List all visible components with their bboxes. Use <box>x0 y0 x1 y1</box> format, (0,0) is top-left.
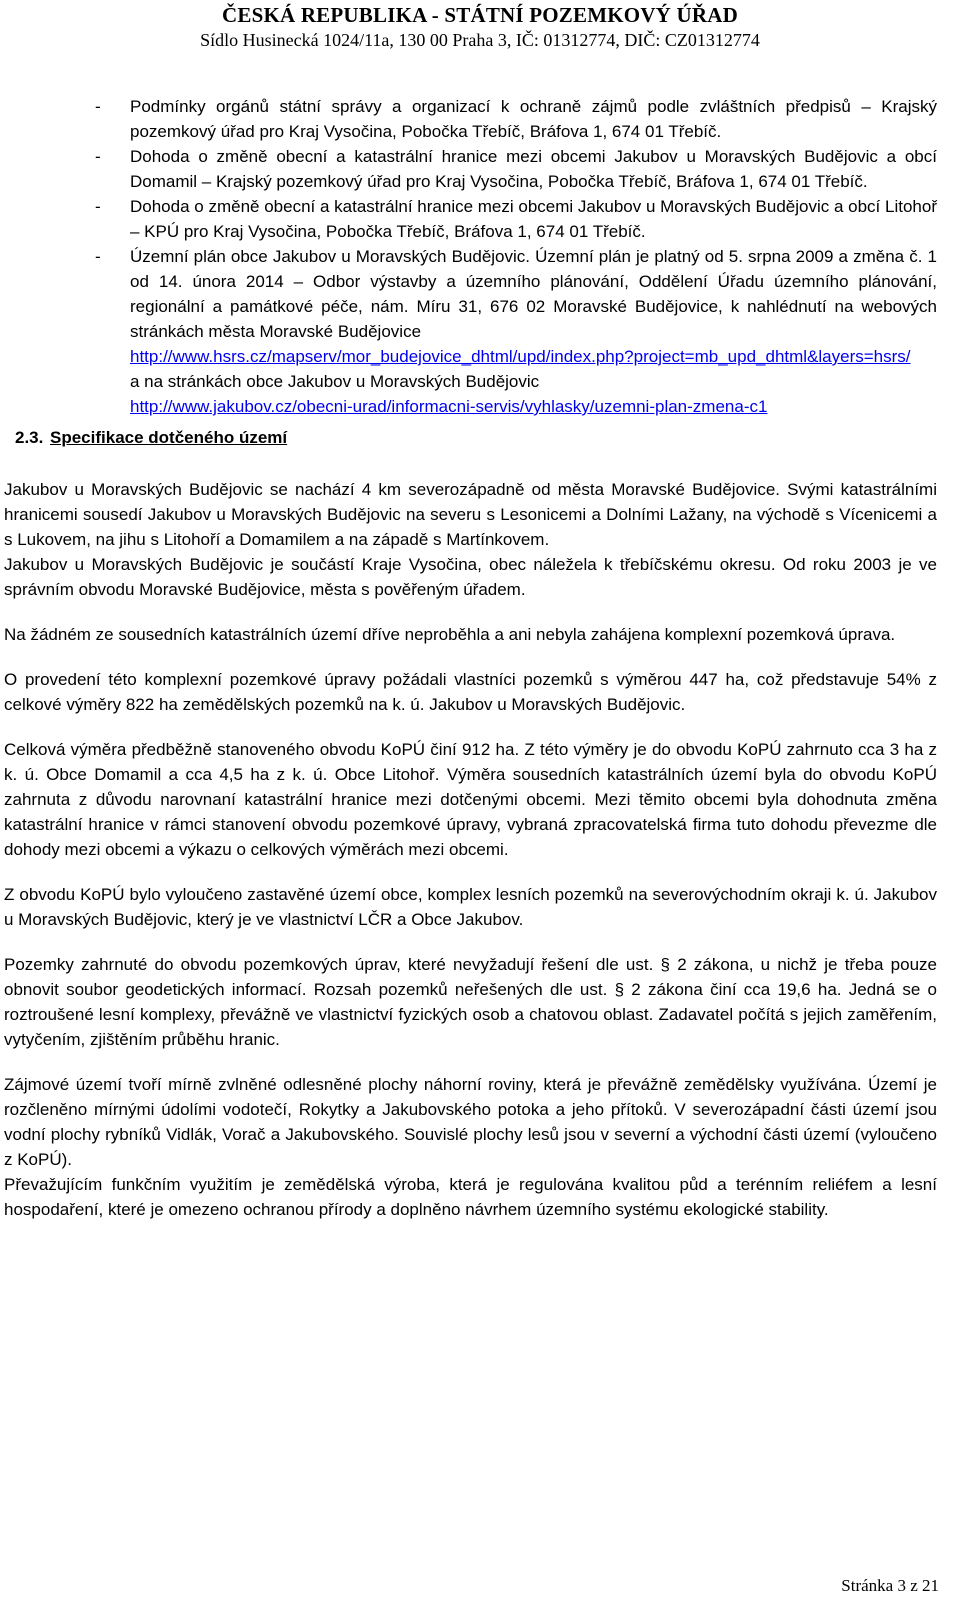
list-item <box>95 244 937 419</box>
paragraph: Z obvodu KoPÚ bylo vyloučeno zastavěné území obce, komplex lesních pozemků na severovýchodním okraji k. ú. Jakubov u Moravských Budějovic, který je ve vlastnictví LČR a Obce Jakubov. <box>4 885 937 929</box>
link-upd-mapserv[interactable]: http://www.hsrs.cz/mapserv/mor_budejovice_dhtml/upd/index.php?project=mb_upd_dhtml&layers=hsrs/ <box>130 347 911 366</box>
paragraph: Jakubov u Moravských Budějovic se nachází 4 km severozápadně od města Moravské Budějovice. Svými katastrálními hranicemi sousedí Jakubov u Moravských Budějovic na severu s Lesonicemi a Dolními Lažany, na východě s Vícenicemi a s Lukovem, na jihu s Litohoří a Domamilem a na západě s Martínkovem. <box>4 480 937 549</box>
link-jakubov-plan[interactable]: http://www.jakubov.cz/obecni-urad/informacni-servis/vyhlasky/uzemni-plan-zmena-c1 <box>130 397 768 416</box>
bullet-dash: - <box>95 97 101 116</box>
bullet-dash: - <box>95 197 101 216</box>
header-title: ČESKÁ REPUBLIKA - STÁTNÍ POZEMKOVÝ ÚŘAD <box>222 3 738 27</box>
page-number: Stránka 3 z 21 <box>841 1576 939 1595</box>
paragraph: O provedení této komplexní pozemkové úpravy požádali vlastníci pozemků s výměrou 447 ha, což představuje 54% z celkové výměry 822 ha zemědělských pozemků na k. ú. Jakubov u Moravských Budějovic. <box>4 670 937 714</box>
document-body <box>4 94 937 1222</box>
paragraph: Pozemky zahrnuté do obvodu pozemkových úprav, které nevyžadují řešení dle ust. § 2 zákona, u nichž je třeba pouze obnovit soubor geodetických informací. Rozsah pozemků neřešených dle ust. § 2 zákona činí cca 19,6 ha. Jedná se o roztroušené lesní komplexy, převážně ve vlastnictví fyzických osob a chatovou oblast. Zadavatel počítá s jejich zaměřením, vytyčením, zjištěním průběhu hranic. <box>4 955 937 1049</box>
list-item-content <box>130 244 937 419</box>
paragraph: Převažujícím funkčním využitím je zemědělská výroba, která je regulována kvalitou půd a terénním reliéfem a lesní hospodaření, které je omezeno ochranou přírody a doplněno návrhem územního systému ekologické stability. <box>4 1175 937 1219</box>
list-item-text-2: a na stránkách obce Jakubov u Moravských Budějovic <box>130 372 540 391</box>
bullet-dash: - <box>95 247 101 266</box>
bullet-dash: - <box>95 147 101 166</box>
paragraph: Na žádném ze sousedních katastrálních území dříve neproběhla a ani nebyla zahájena komplexní pozemková úprava. <box>4 625 896 644</box>
list-item <box>95 94 937 144</box>
paragraph: Celková výměra předběžně stanoveného obvodu KoPÚ činí 912 ha. Z této výměry je do obvodu KoPÚ zahrnuto cca 3 ha z k. ú. Obce Domamil a cca 4,5 ha z k. ú. Obce Litohoř. Výměra sousedních katastrálních území byla do obvodu KoPÚ zahrnuta z důvodu narovnaní katastrální hranice mezi dotčenými obcemi. Mezi těmito obcemi byla dohodnuta změna katastrální hranice v rámci stanovení obvodu pozemkové úpravy, vybraná zpracovatelská firma tuto dohodu převezme dle dohody mezi obcemi a výkazu o celkových výměrách mezi obcemi. <box>4 740 937 859</box>
list-item-text: Územní plán obce Jakubov u Moravských Budějovic. Územní plán je platný od 5. srpna 2009 a změna č. 1 od 14. února 2014 – Odbor výstavby a územního plánování, Oddělení Úřadu územního plánování, regionální a památkové péče, nám. Míru 31, 676 02 Moravské Budějovice, k nahlédnutí na webových stránkách města Moravské Budějovice <box>130 247 937 341</box>
paragraph: Jakubov u Moravských Budějovic je součástí Kraje Vysočina, obec náležela k třebíčskému okresu. Od roku 2003 je ve správním obvodu Moravské Budějovice, města s pověřeným úřadem. <box>4 555 937 599</box>
paragraph: Zájmové území tvoří mírně zvlněné odlesněné plochy náhorní roviny, která je převážně zemědělsky využívána. Území je rozčleněno mírnými údolími vodotečí, Rokytky a Jakubovského potoka a jeho přítoků. V severozápadní části území jsou vodní plochy rybníků Vidlák, Vorač a Jakubovského. Souvislé plochy lesů jsou v severní a východní části území (vyloučeno z KoPÚ). <box>4 1075 937 1169</box>
bullet-list <box>95 94 937 419</box>
section-heading <box>15 425 937 450</box>
list-item-text: Dohoda o změně obecní a katastrální hranice mezi obcemi Jakubov u Moravských Budějovic a obcí Litohoř – KPÚ pro Kraj Vysočina, Pobočka Třebíč, Bráfova 1, 674 01 Třebíč. <box>130 197 937 241</box>
header-subtitle: Sídlo Husinecká 1024/11a, 130 00 Praha 3, IČ: 01312774, DIČ: CZ01312774 <box>200 30 760 50</box>
list-item-text: Podmínky orgánů státní správy a organizací k ochraně zájmů podle zvláštních předpisů – Krajský pozemkový úřad pro Kraj Vysočina, Pobočka Třebíč, Bráfova 1, 674 01 Třebíč. <box>130 97 937 141</box>
list-item <box>95 144 937 194</box>
list-item <box>95 194 937 244</box>
document-header <box>0 2 960 51</box>
section-title: Specifikace dotčeného území <box>50 428 288 447</box>
list-item-text: Dohoda o změně obecní a katastrální hranice mezi obcemi Jakubov u Moravských Budějovic a obcí Domamil – Krajský pozemkový úřad pro Kraj Vysočina, Pobočka Třebíč, Bráfova 1, 674 01 Třebíč. <box>130 147 937 191</box>
section-number: 2.3. <box>15 428 44 447</box>
